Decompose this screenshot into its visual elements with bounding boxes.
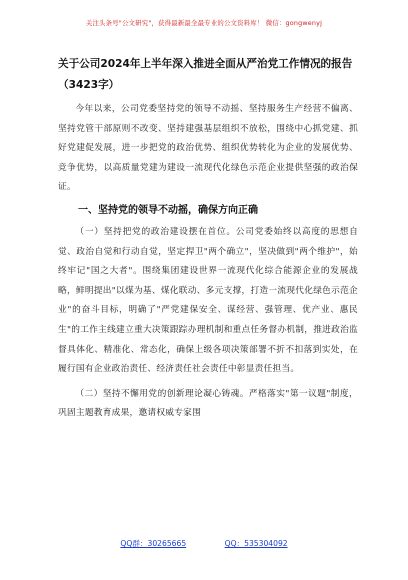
section-paragraph: （一）坚持把党的政治建设摆在首位。公司党委始终以高度的思想自觉、政治自觉和行动自觉，坚定捍卫"两个确立"，坚决做到"两个维护"，始终牢记"国之大者"。围绕集团建设世界一流现代化综合能源企业的发展战略，鲜明提出"以煤为基、煤化联动、多元支撑，打造一流现代化绿色示范企业"的奋斗目标，明确了"严党建保安全、谋经营、强管理、优产业、惠民生"的工作主线建立重大决策跟踪办理机制和重点任务督办机制，推进政治监督具体化、精准化、常态化，确保上级各项决策部署不折不扣落到实处，在履行国有企业政治责任、经济责任社会责任中彰显责任担当。 [58, 226, 358, 375]
document-body [58, 100, 358, 424]
header-banner: 关注头条号"公文研究"，获得最新最全最专业的公文资料库！ 微信：gongwenyj [85, 19, 323, 27]
qq-group-link[interactable]: QQ群：30265665 [120, 539, 187, 548]
footer-contact [0, 538, 408, 549]
intro-paragraph: 今年以来，公司党委坚持党的领导不动摇、坚持服务生产经营不偏离、坚持党管干部原则不改变、坚持建强基层组织不放松，围绕中心抓党建、抓好党建促发展，进一步把党的政治优势、组织优势转化为企业的发展优势、竞争优势，以高质量党建为建设一流现代化绿色示范企业提供坚强的政治保证。 [58, 104, 358, 193]
section-heading: 一、坚持党的领导不动摇，确保方向正确 [78, 204, 258, 216]
document-title: 关于公司2024年上半年深入推进全面从严治党工作情况的报告（3423字） [58, 58, 353, 91]
section-paragraph: （二）坚持不懈用党的创新理论凝心铸魂。严格落实"第一议题"制度，巩固主题教育成果，邀请权威专家围 [58, 388, 358, 419]
qq-contact-link[interactable]: QQ：535304092 [224, 539, 288, 548]
